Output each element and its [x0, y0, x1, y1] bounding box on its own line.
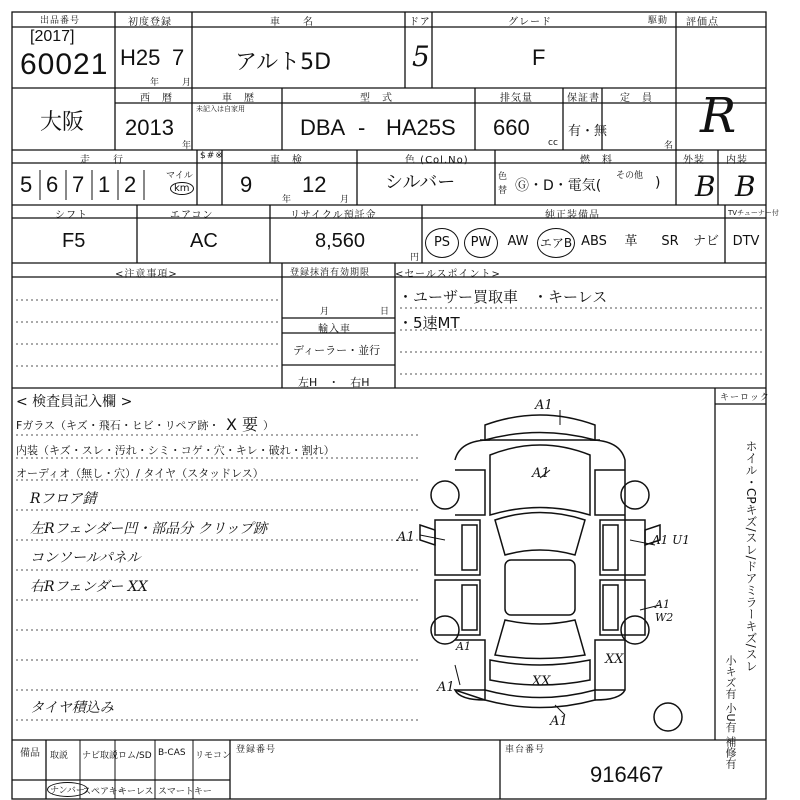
equip-pw: PW [464, 228, 498, 258]
equip-sunroof: SR [661, 234, 679, 249]
auction-score: R [700, 88, 737, 144]
caution-label: <注意事項> [115, 269, 178, 280]
displacement: 660 [493, 115, 530, 140]
drive-label: 駆動 [648, 16, 669, 26]
warranty-value: 有・無 [568, 124, 608, 139]
year-suffix: 年 [150, 78, 160, 88]
handwritten-note-1: Rフロア錆 [30, 491, 97, 507]
acc-keyless: キーレス [118, 787, 154, 797]
damage-mark-hood: A1 [532, 466, 550, 481]
handwritten-note-5: タイヤ積込み [30, 700, 114, 716]
acc-remote: リモコン [195, 751, 232, 761]
model-year: 2013 [125, 115, 174, 140]
displacement-unit: cc [548, 138, 558, 148]
grade-label: グレード [508, 17, 552, 28]
import-dealer: ディーラー・並行 [293, 344, 381, 357]
equip-aw: AW [507, 234, 529, 249]
fuel-options: Ⓖ・D・電気( [515, 178, 602, 194]
acc-navi-manual: ナビ取説 [82, 751, 119, 761]
mileage-digit-3: 7 [72, 172, 85, 197]
damage-mark-front-bumper: A1 [535, 398, 553, 413]
sidebar-vertical-notes: ホイル・CPキズ/スレ/ドアミラーキズ/スレ [744, 440, 758, 672]
registration-number-label: 登録番号 [236, 745, 277, 755]
equip-abs: ABS [581, 234, 607, 249]
import-label: 輸入車 [318, 324, 351, 335]
lot-number-label: 出品番号 [40, 16, 81, 26]
accessories-label: 備品 [20, 748, 40, 759]
yen-suffix: 円 [410, 253, 420, 263]
equip-airbag: エアB [537, 228, 575, 258]
key-lock-label: キーロック [720, 393, 770, 403]
car-history-note: 未記入は自家用 [196, 105, 245, 113]
damage-mark-right-front-door: A1 U1 [652, 533, 690, 547]
fuel-other: その他 [616, 171, 644, 181]
damage-mark-trunk: XX [532, 674, 551, 689]
sales-points-label: <セールスポイント> [395, 269, 501, 280]
color-change-label: 色替 [498, 172, 508, 196]
acc-plate: ナンバー [47, 782, 88, 797]
grade: F [532, 45, 546, 70]
year-bracket: [2017] [30, 28, 75, 45]
tv-tuner-label: TVチューナー付 [728, 209, 779, 217]
capacity-unit: 名 [664, 141, 674, 151]
mileage-unit-mile: マイル [166, 171, 193, 181]
color: シルバー [385, 172, 456, 193]
damage-mark-left-rear: A1 [437, 680, 455, 695]
inspection-year: 9 [240, 172, 253, 197]
type-label: 型 式 [360, 93, 393, 104]
interior-label: 内装 [726, 155, 748, 166]
score-label: 評価点 [686, 17, 719, 28]
damage-mark-rear-bumper: A1 [550, 714, 568, 729]
lot-number: 60021 [20, 48, 109, 81]
chassis-number: 916467 [590, 762, 664, 787]
damage-mark-left-rear-door: A1 [456, 640, 471, 653]
location: 大阪 [40, 110, 85, 135]
interior-grade: B [735, 170, 756, 203]
ac-label: エアコン [170, 210, 214, 221]
inspection-month-suffix: 月 [340, 195, 350, 205]
warranty-label: 保証書 [567, 93, 600, 104]
acc-smart-key: スマートキー [158, 787, 212, 797]
mileage-digit-4: 1 [98, 172, 111, 197]
acc-rom-sd: ロム/SD [118, 751, 152, 761]
door-label: ドア [409, 17, 431, 28]
inspection-label: 車 検 [270, 155, 303, 166]
equip-ps: PS [425, 228, 459, 258]
reg-month: 月 [320, 307, 330, 317]
car-name: アルト5D [235, 50, 332, 75]
fuel-close: ) [655, 175, 661, 191]
type-code: HA25S [386, 115, 456, 140]
handwritten-note-3: コンソールパネル [30, 550, 141, 566]
first-registration-month: 7 [172, 45, 185, 70]
damage-mark-right-rear-fender: XX [605, 652, 624, 667]
first-registration-era: H25 [120, 45, 161, 70]
shift: F5 [62, 230, 86, 252]
mileage-digit-1: 5 [20, 172, 33, 197]
first-registration-label: 初度登録 [128, 17, 172, 28]
exterior-grade: B [695, 170, 716, 203]
model-year-suffix: 年 [182, 141, 192, 151]
sales-point-1: ・ユーザー買取車 ・キーレス [398, 288, 608, 306]
acc-bcas: B-CAS [158, 748, 186, 758]
recycle-label: リサイクル預託金 [290, 210, 377, 221]
sidebar-bottom-note: 小キズ有 小U有 補修有 [724, 655, 737, 770]
type-prefix: DBA [300, 115, 346, 140]
reg-day: 日 [380, 307, 390, 317]
damage-mark-right-rear-door: A1 W2 [655, 598, 674, 624]
equip-leather: 革 [624, 234, 638, 249]
car-history-label: 車 歴 [222, 93, 255, 104]
recycle-fee: 8,560 [315, 230, 366, 252]
acc-spare-key: スペアキー [82, 787, 127, 797]
acc-manual: 取説 [50, 751, 69, 761]
windshield-line: Fガラス（キズ・飛石・ヒビ・リペア跡・ [16, 419, 220, 432]
windshield-close: ） [263, 419, 274, 432]
registration-expiry-label: 登録抹消有効期限 [290, 268, 371, 278]
interior-line: 内装（キズ・スレ・汚れ・シミ・コゲ・穴・キレ・破れ・割れ） [16, 444, 335, 457]
odometer-change-label: $#※ [200, 151, 224, 161]
sales-point-2: ・5速MT [398, 314, 460, 332]
mileage-digit-5: 2 [124, 172, 137, 197]
model-year-label: 西 暦 [140, 93, 173, 104]
exterior-label: 外装 [683, 155, 705, 166]
shift-label: シフト [55, 210, 88, 221]
car-name-label: 車 名 [270, 17, 314, 28]
steering-side: 左H ・ 右H [298, 376, 370, 389]
windshield-mark: X 要 [226, 415, 259, 434]
chassis-label: 車台番号 [505, 745, 546, 755]
inspector-title: < 検査員記入欄 > [16, 394, 133, 410]
mileage-digit-2: 6 [46, 172, 59, 197]
fuel-label: 燃 料 [580, 155, 613, 166]
handwritten-note-4: 右Rフェンダー XX [30, 579, 148, 595]
month-suffix: 月 [182, 78, 192, 88]
type-dash: - [358, 115, 366, 140]
inspection-month: 12 [302, 172, 327, 197]
handwritten-note-2: 左Rフェンダー凹・部品分 クリップ跡 [30, 521, 268, 537]
door-count: 5 [412, 40, 430, 73]
damage-mark-left-mirror: A1 [397, 530, 415, 545]
capacity-label: 定 員 [620, 93, 653, 104]
equip-dtv: DTV [732, 234, 760, 249]
mileage-unit-km: km [170, 182, 194, 195]
mileage-label: 走 行 [80, 155, 124, 166]
equip-navi: ナビ [692, 234, 719, 249]
inspection-year-suffix: 年 [282, 195, 292, 205]
displacement-label: 排気量 [500, 93, 533, 104]
audio-tire-line: オーディオ（無し・穴）/ タイヤ（スタッドレス） [16, 467, 264, 480]
equipment-label: 純正装備品 [545, 210, 600, 221]
color-label: 色 (Col.No) [405, 155, 469, 166]
ac: AC [190, 230, 218, 252]
